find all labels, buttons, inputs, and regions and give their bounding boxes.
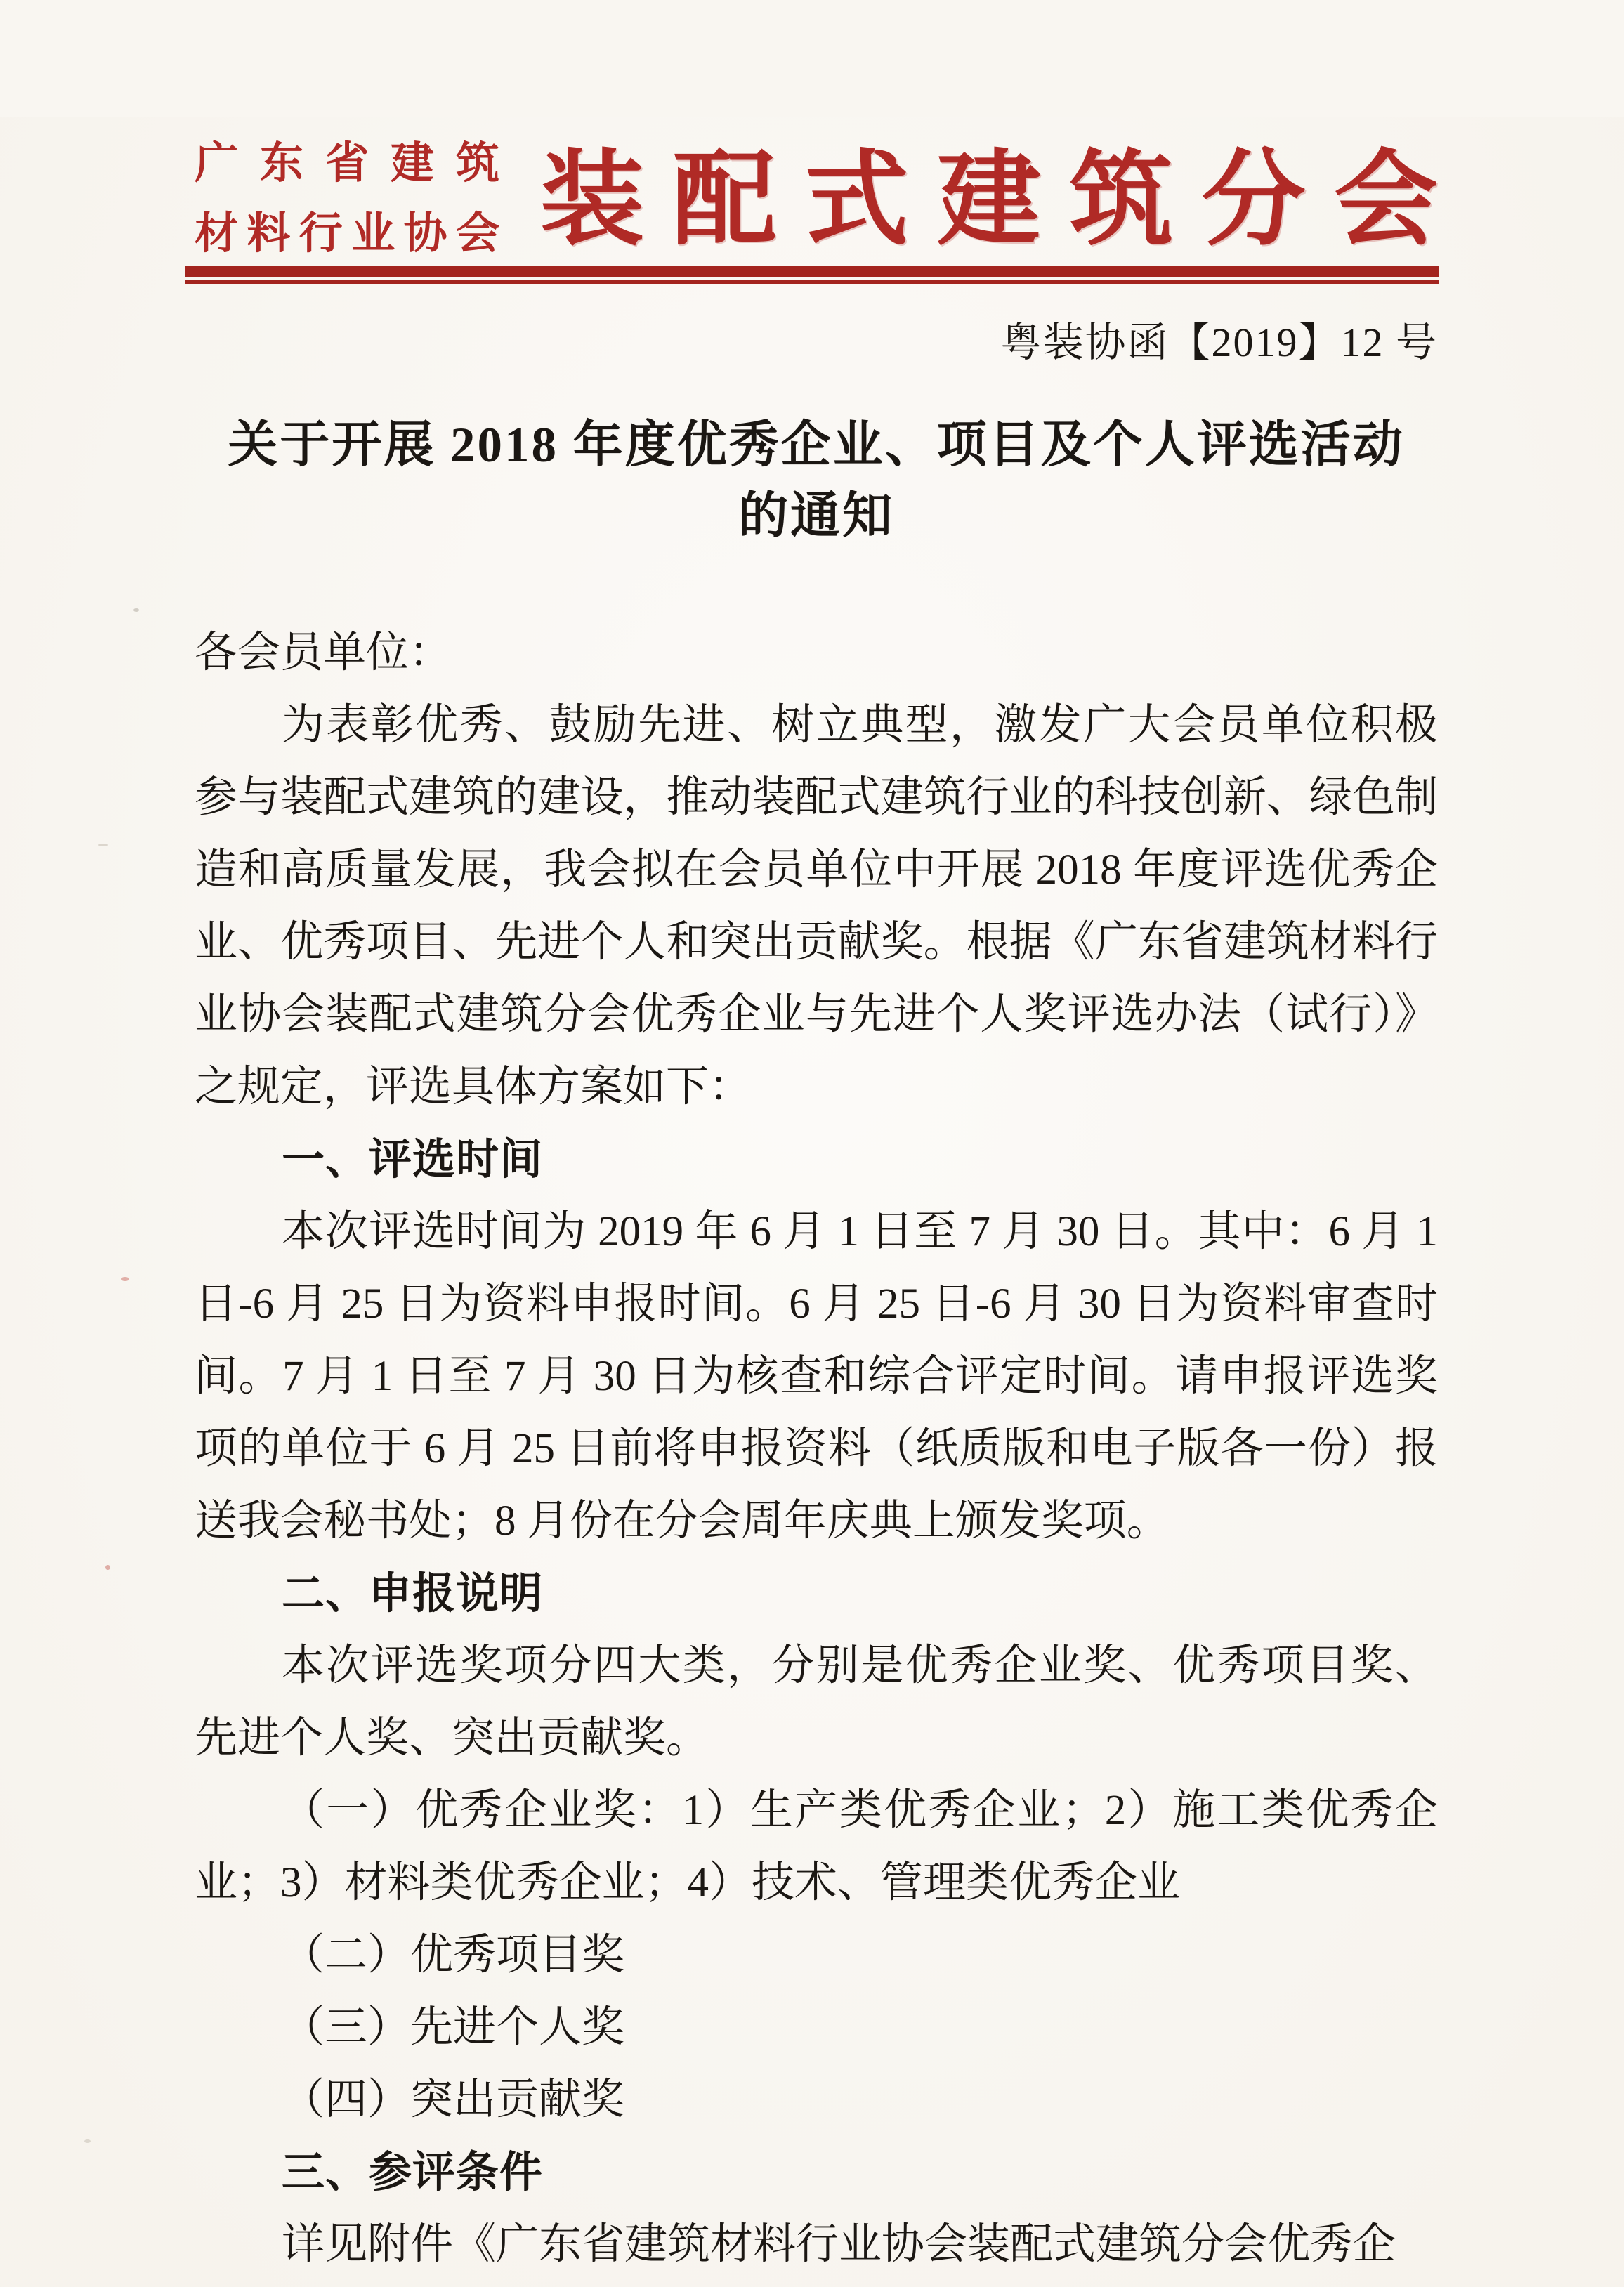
scan-speck — [133, 608, 139, 612]
doc-title — [195, 410, 1438, 552]
rule-thin — [185, 280, 1439, 284]
salutation: 各会员单位： — [195, 629, 452, 676]
paragraph-categories: 本次评选奖项分四大类，分别是优秀企业奖、优秀项目奖、先进个人奖、突出贡献奖。 — [195, 1641, 1438, 1762]
paragraph-award-individual: （三）先进个人奖 — [282, 2003, 625, 2051]
letterhead — [195, 117, 1438, 256]
scan-speck — [121, 1277, 129, 1281]
doc-body — [195, 617, 1438, 2281]
paragraph-award-enterprise: （一）优秀企业奖：1）生产类优秀企业；2）施工类优秀企业；3）材料类优秀企业；4）技术、管理类优秀企业 — [195, 1786, 1438, 1906]
paragraph-conditions: 详见附件《广东省建筑材料行业协会装配式建筑分会优秀企 — [282, 2220, 1396, 2268]
section-heading-2: 二、申报说明 — [282, 1568, 544, 1617]
section-heading-1: 一、评选时间 — [282, 1134, 544, 1183]
doc-number: 粤装协函【2019】12 号 — [1000, 320, 1438, 365]
paragraph-intro: 为表彰优秀、鼓励先进、树立典型，激发广大会员单位积极参与装配式建筑的建设，推动装配式建筑行业的科技创新、绿色制造和高质量发展，我会拟在会员单位中开展 2018 年度评选优秀企业、优秀项目、先进个人和突出贡献奖。根据《广东省建筑材料行业协会装配式建筑分会优秀企业与先进个人奖评选办法（试行）》之规定，评选具体方案如下： — [195, 701, 1438, 1110]
org-name — [195, 142, 499, 256]
scan-speck — [84, 2139, 91, 2143]
scan-speck — [98, 844, 108, 846]
org-name-line-1: 广东省建筑 — [195, 140, 499, 188]
rule-thick — [185, 266, 1439, 277]
letterhead-rule — [185, 266, 1439, 284]
paragraph-schedule: 本次评选时间为 2019 年 6 月 1 日至 7 月 30 日。其中：6 月 1 日-6 月 25 日为资料申报时间。6 月 25 日-6 月 30 日为资料审查时间。7 月 1 日至 7 月 30 日为核查和综合评定时间。请申报评选奖项的单位于 6 月 25 日前将申报资料（纸质版和电子版各一份）报送我会秘书处；8 月份在分会周年庆典上颁发奖项。 — [195, 1207, 1438, 1545]
paragraph-award-contribution: （四）突出贡献奖 — [282, 2076, 625, 2123]
org-name-line-2: 材料行业协会 — [195, 210, 499, 258]
doc-title-line-1: 关于开展 2018 年度优秀企业、项目及个人评选活动 — [228, 417, 1405, 473]
doc-title-line-2: 的通知 — [738, 488, 894, 544]
scan-speck — [105, 1565, 110, 1570]
paragraph-award-project: （二）优秀项目奖 — [282, 1931, 625, 1979]
document-page — [0, 117, 1624, 2287]
section-heading-3: 三、参评条件 — [282, 2147, 544, 2196]
branch-name: 装配式建筑分会 — [540, 143, 1438, 258]
